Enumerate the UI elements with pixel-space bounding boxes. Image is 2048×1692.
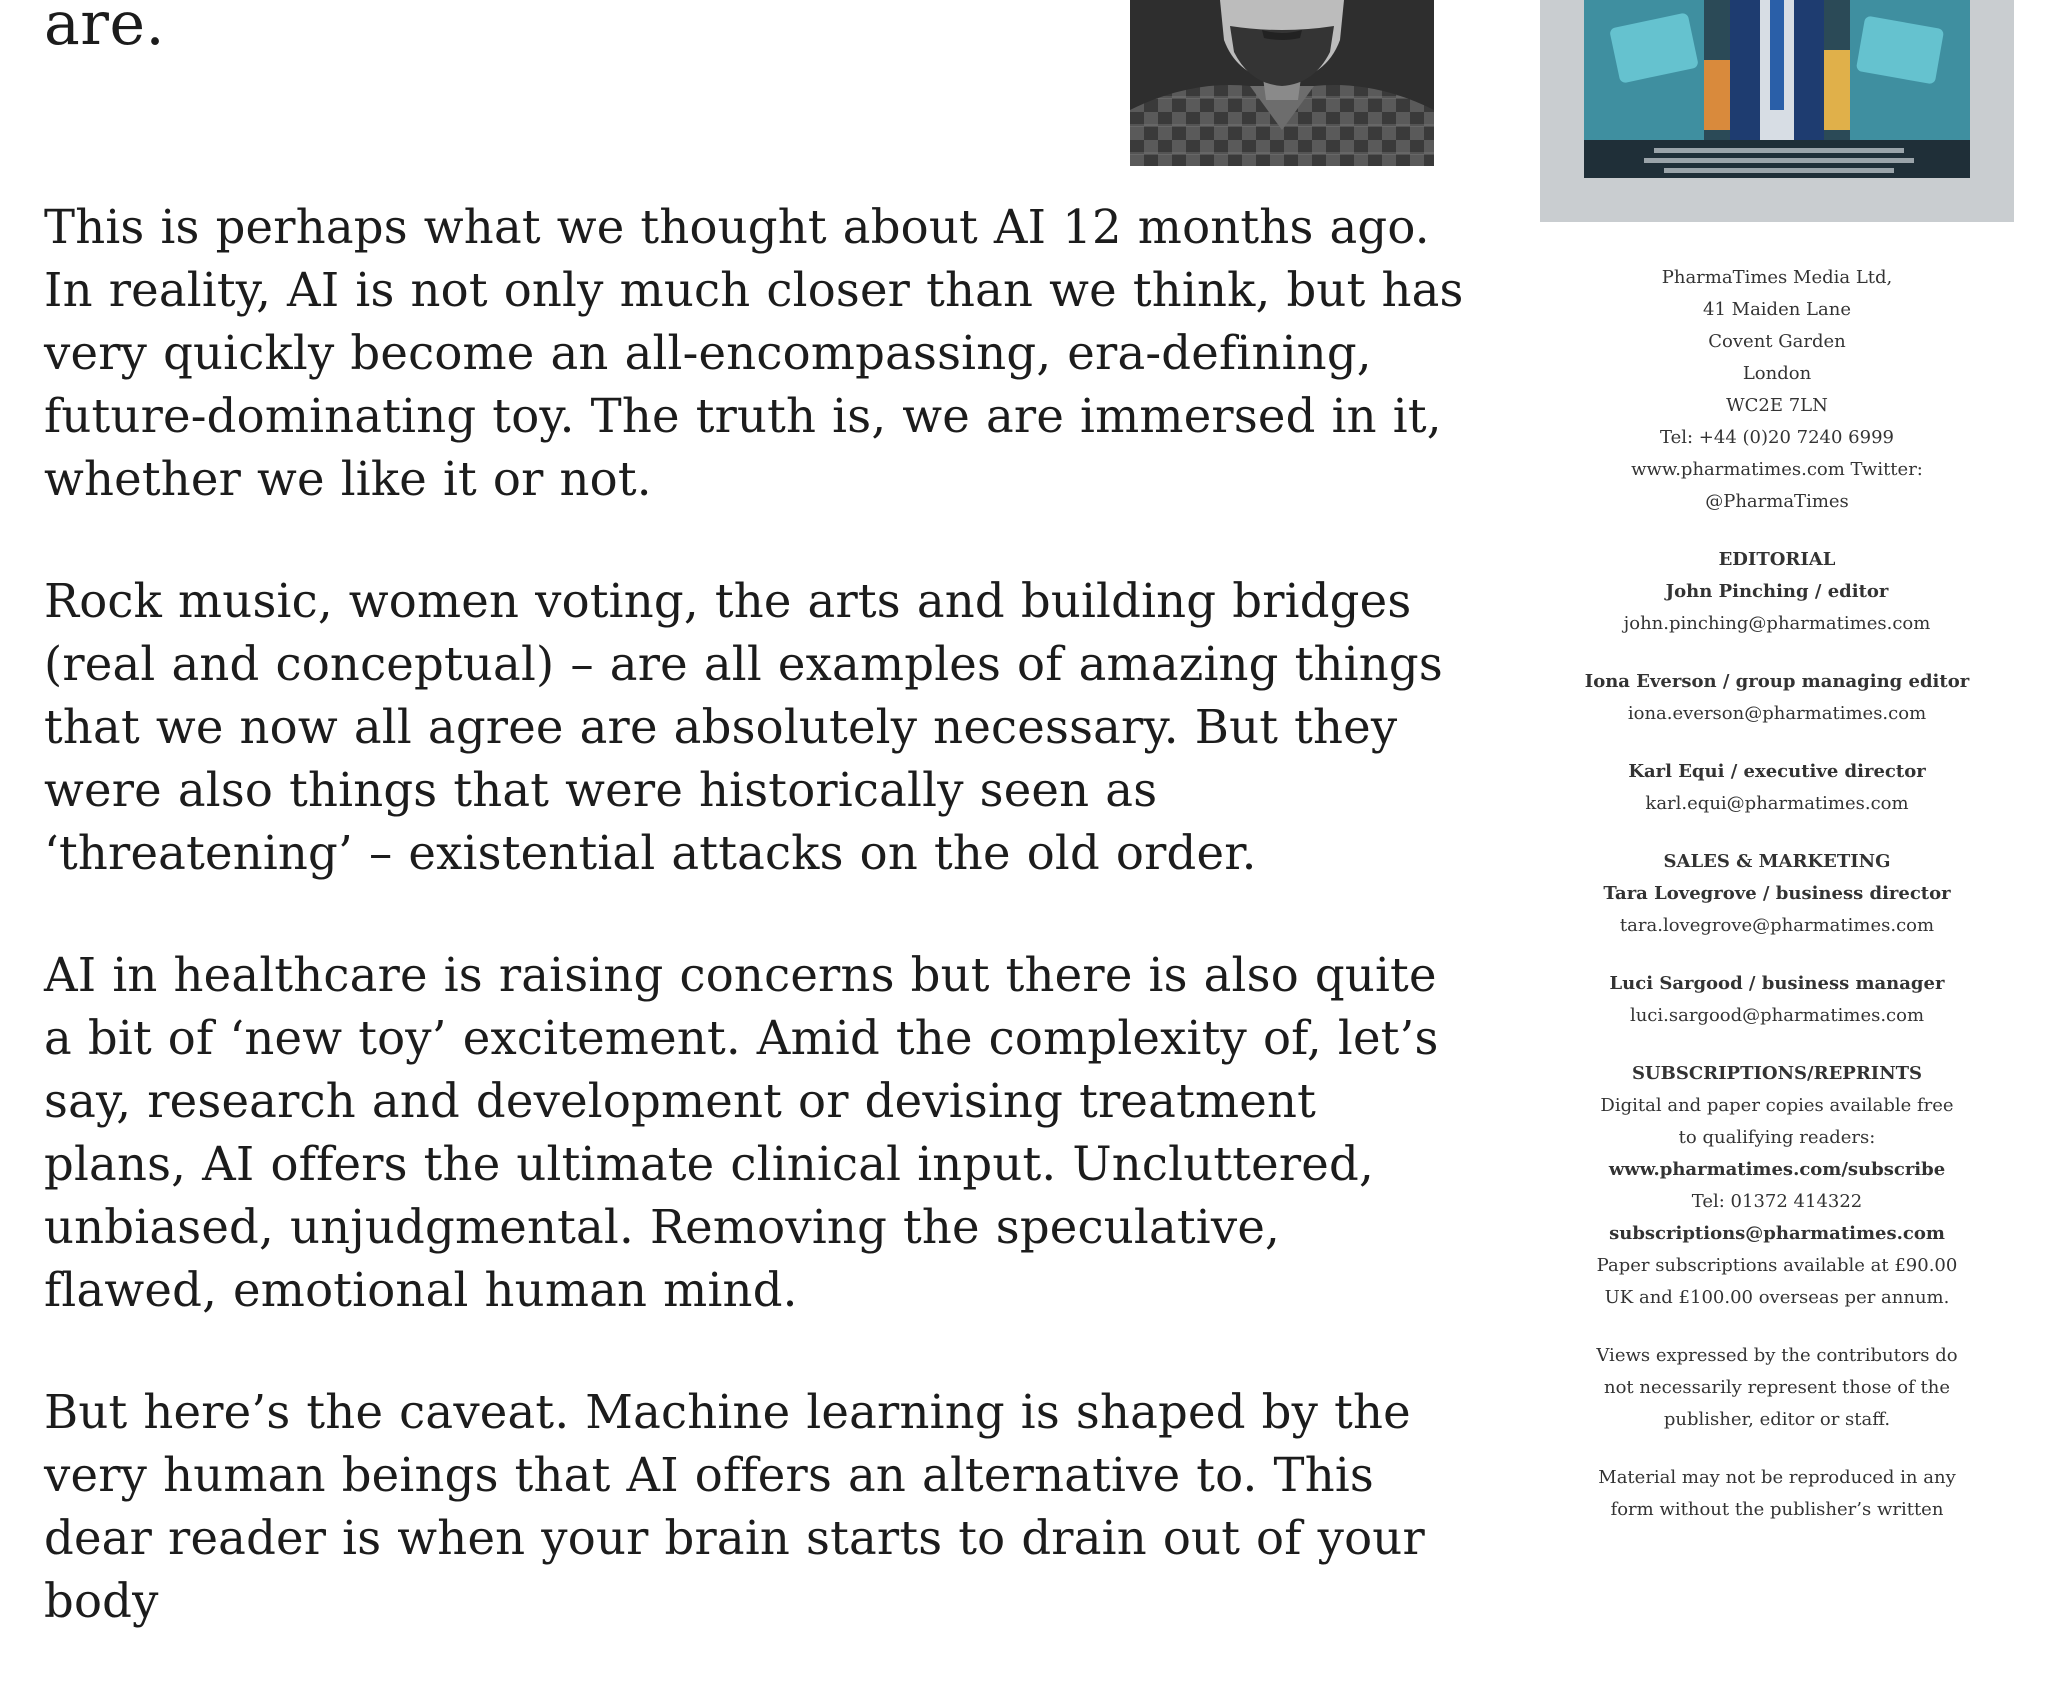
subscriptions-line: Digital and paper copies available free [1600, 1095, 1954, 1116]
executive-director-email: karl.equi@pharmatimes.com [1645, 793, 1909, 814]
author-portrait-image [1130, 0, 1434, 166]
paper-subscriptions-line: UK and £100.00 overseas per annum. [1604, 1287, 1950, 1308]
group-managing-editor-name: Iona Everson / group managing editor [1584, 671, 1970, 692]
address-line: 41 Maiden Lane [1703, 299, 1851, 320]
magazine-cover-frame [1540, 0, 2014, 222]
business-manager-email: luci.sargood@pharmatimes.com [1629, 1005, 1925, 1026]
material-disclaimer-line: Material may not be reproduced in any [1598, 1467, 1956, 1488]
sales-heading: SALES & MARKETING [1663, 851, 1891, 872]
article-paragraph: AI in healthcare is raising concerns but there is also quite a bit of ‘new toy’ excitement. Amid the complexity of, let’s say, research and development or devising treatment plans, AI offers the ultimate clinical input. Uncluttered, unbiased, unjudgmental. Removing the speculative, flawed, emotional human mind. [44, 948, 1439, 1317]
article-body [44, 196, 1464, 1692]
article-paragraph: This is perhaps what we thought about AI 12 months ago. In reality, AI is not only much closer than we think, but has very quickly become an all-encompassing, era-defining, future-dominating toy. The truth is, we are immersed in it, whether we like it or not. [44, 200, 1464, 506]
magazine-cover-image [1584, 0, 1970, 178]
subscriptions-line: to qualifying readers: [1678, 1127, 1876, 1148]
masthead [1540, 262, 2014, 1532]
editor-email: john.pinching@pharmatimes.com [1623, 613, 1931, 634]
views-disclaimer-line: not necessarily represent those of the [1603, 1377, 1951, 1398]
address-city: London [1742, 363, 1812, 384]
business-director-name: Tara Lovegrove / business director [1603, 883, 1951, 904]
material-disclaimer [1540, 1462, 2014, 1532]
material-disclaimer-line: form without the publisher’s written [1610, 1499, 1944, 1520]
magazine-cover-illustration [1584, 0, 1970, 178]
views-disclaimer-line: Views expressed by the contributors do [1596, 1345, 1958, 1366]
phone-number: Tel: +44 (0)20 7240 6999 [1660, 427, 1894, 448]
twitter-handle: @PharmaTimes [1705, 491, 1849, 512]
subscriptions-heading: SUBSCRIPTIONS/REPRINTS [1631, 1063, 1923, 1084]
author-photo [1130, 0, 1434, 166]
group-managing-editor-email: iona.everson@pharmatimes.com [1627, 703, 1927, 724]
executive-director-name: Karl Equi / executive director [1628, 761, 1926, 782]
address-postcode: WC2E 7LN [1726, 395, 1828, 416]
company-name: PharmaTimes Media Ltd, [1661, 267, 1893, 288]
address-line: Covent Garden [1708, 331, 1846, 352]
subscriptions-phone: Tel: 01372 414322 [1691, 1191, 1863, 1212]
article-paragraph: But here’s the caveat. Machine learning is shaped by the very human beings that AI offers an alternative to. This dear reader is when your brain starts to drain out of your body [44, 1385, 1425, 1628]
subscriptions-email: subscriptions@pharmatimes.com [1609, 1223, 1945, 1244]
subscribe-url: www.pharmatimes.com/subscribe [1608, 1159, 1946, 1180]
editor-name: John Pinching / editor [1665, 581, 1889, 602]
business-director-email: tara.lovegrove@pharmatimes.com [1619, 915, 1935, 936]
paper-subscriptions-line: Paper subscriptions available at £90.00 [1596, 1255, 1958, 1276]
article-paragraph: Rock music, women voting, the arts and building bridges (real and conceptual) – are all examples of amazing things that we now all agree are absolutely necessary. But they were also things that were historically seen as ‘threatening’ – existential attacks on the old order. [44, 574, 1443, 880]
web-twitter: www.pharmatimes.com Twitter: [1631, 459, 1923, 480]
editorial-heading: EDITORIAL [1718, 549, 1836, 570]
business-manager-name: Luci Sargood / business manager [1609, 973, 1945, 994]
views-disclaimer-line: publisher, editor or staff. [1663, 1409, 1891, 1430]
article-heading: are. [44, 0, 166, 59]
